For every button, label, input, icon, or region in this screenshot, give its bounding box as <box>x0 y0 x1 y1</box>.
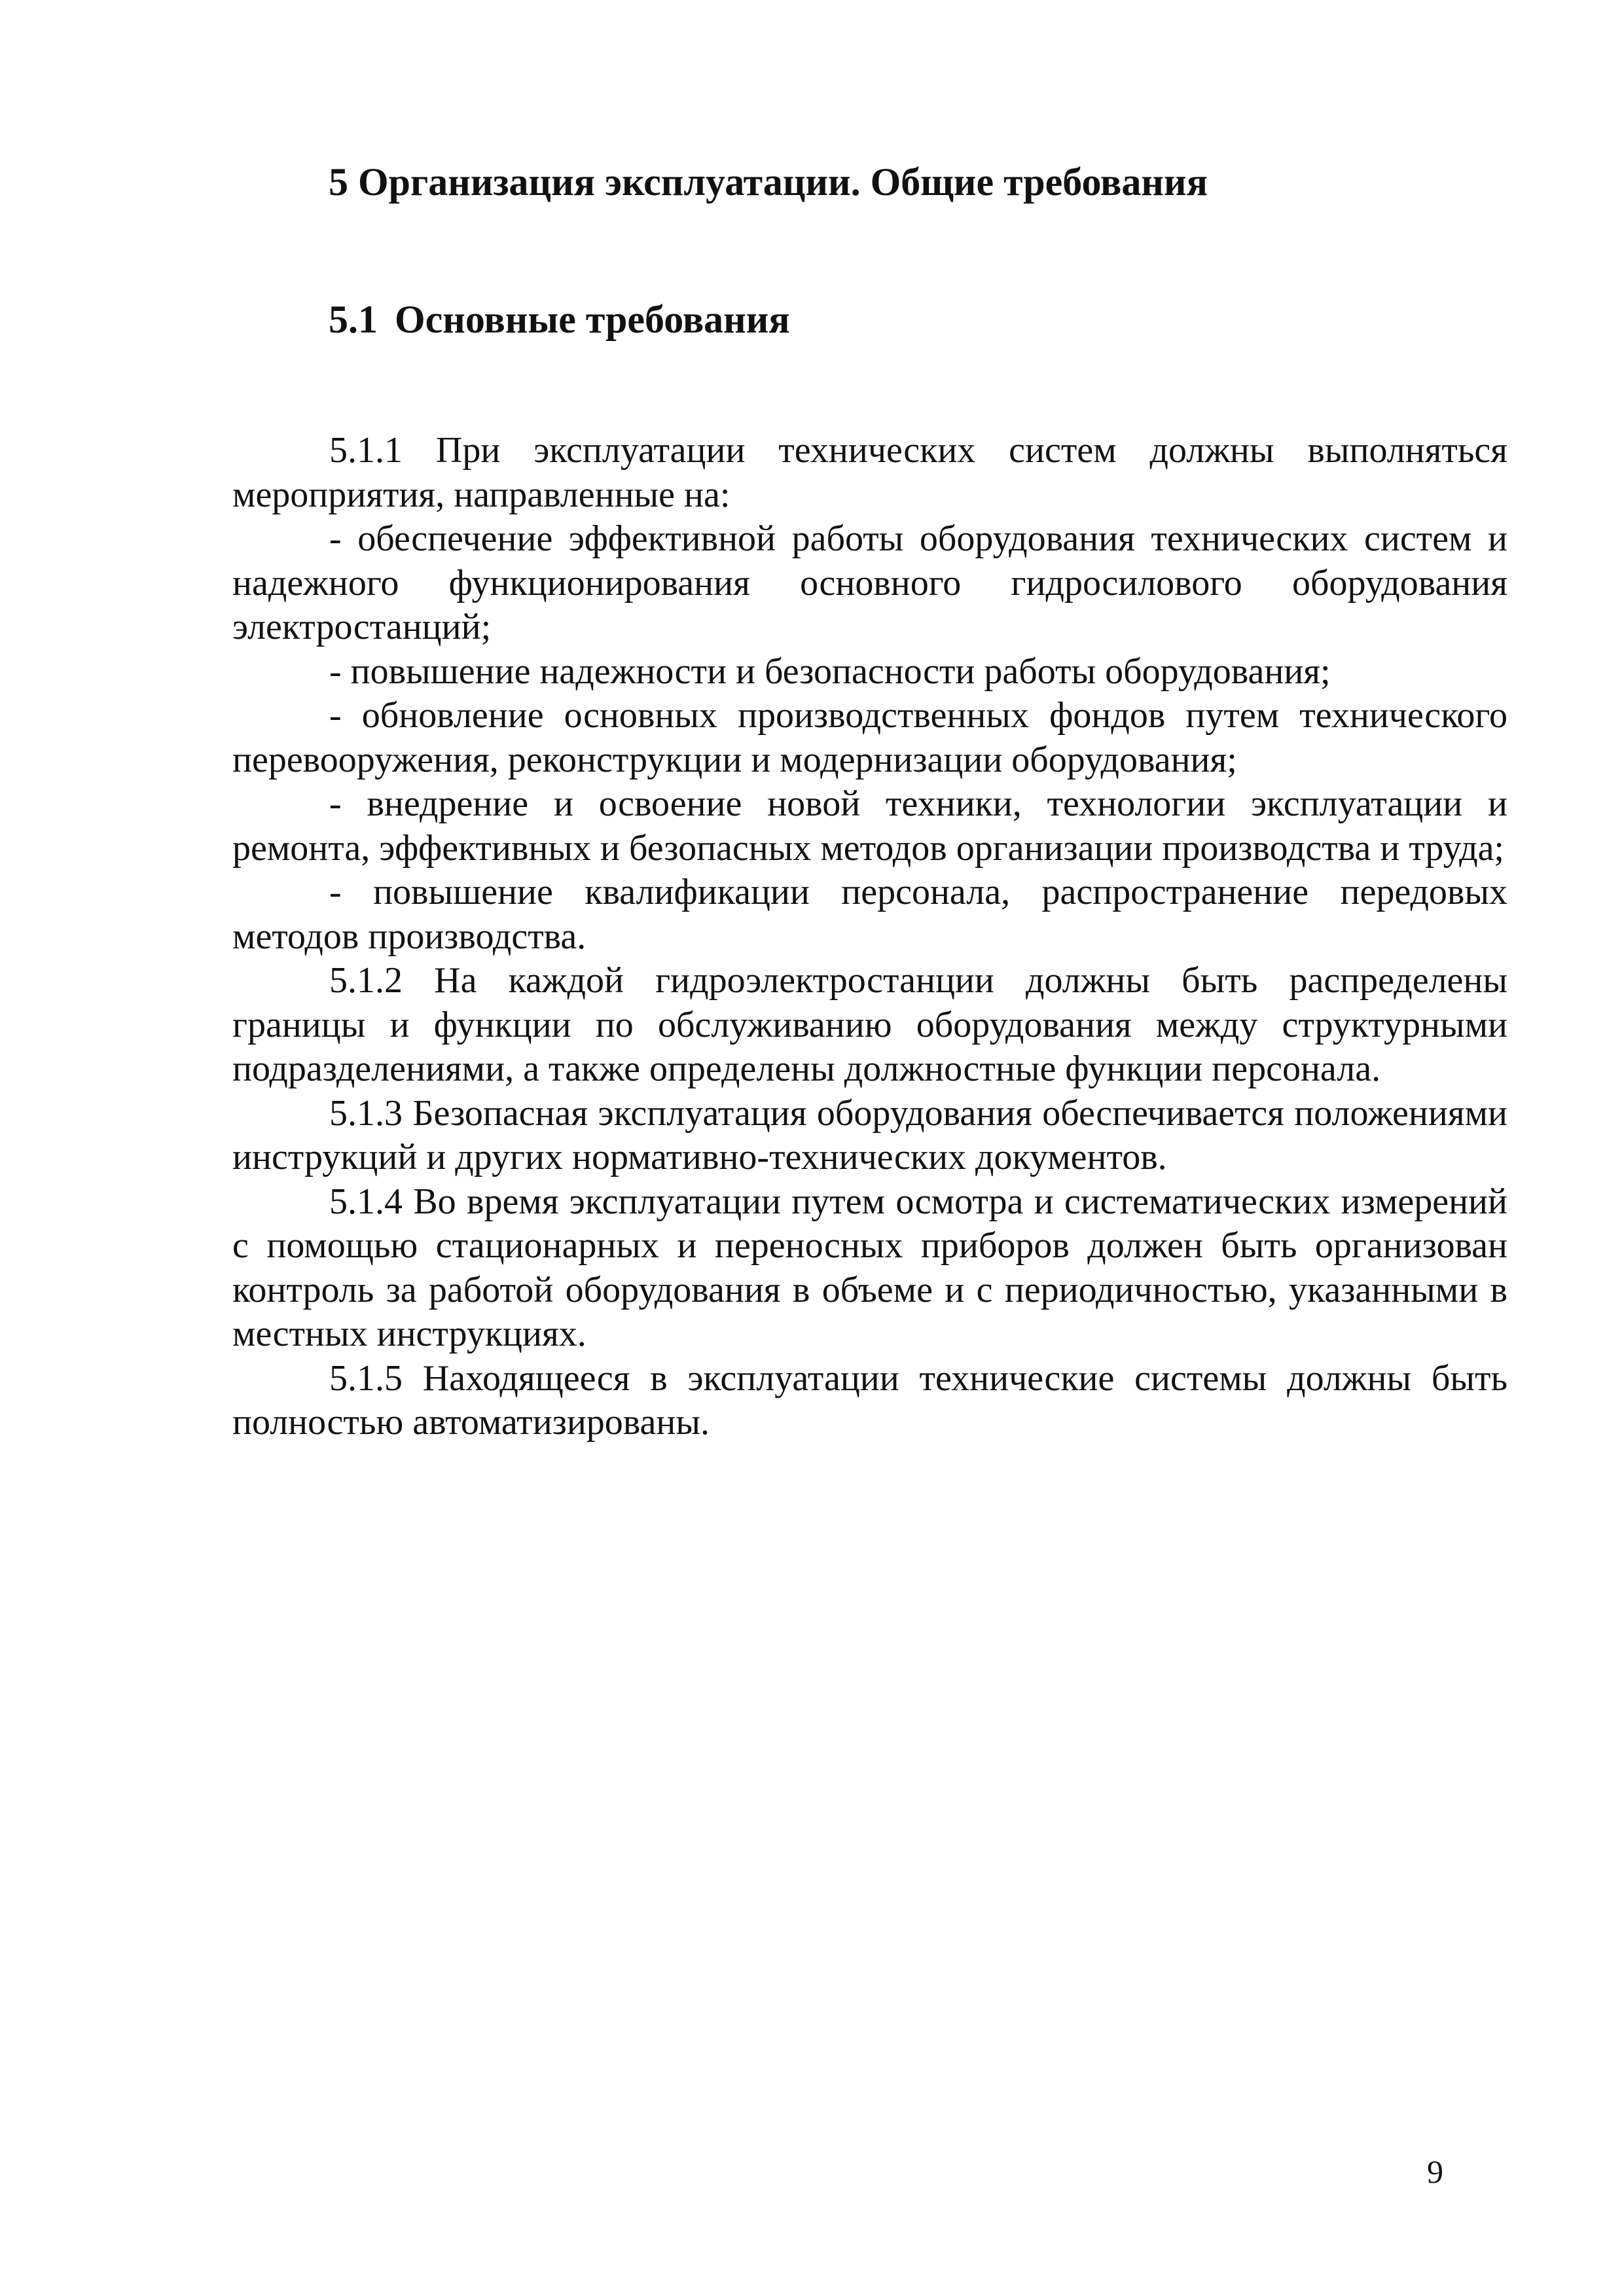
subsection-title: Основные требования <box>395 298 790 341</box>
paragraph-5-1-5: 5.1.5 Находящееся в эксплуатации технические системы должны быть полностью автоматизированы. <box>232 1357 1507 1443</box>
paragraph-5-1-4: 5.1.4 Во время эксплуатации путем осмотра и систематических измерений с помощью стационарных и переносных приборов должен быть организован контроль за работой оборудования в объеме и с периодичностью, указанными в местных инструкциях. <box>232 1181 1507 1354</box>
list-item-qualification: - повышение квалификации персонала, распространение передовых методов производства. <box>232 872 1507 957</box>
paragraph-5-1-3: 5.1.3 Безопасная эксплуатация оборудования обеспечивается положениями инструкций и других нормативно-технических документов. <box>232 1092 1507 1177</box>
subsection-number: 5.1 <box>329 298 378 341</box>
section-heading: 5 Организация эксплуатации. Общие требования <box>329 160 1208 204</box>
subsection-heading <box>329 293 790 346</box>
paragraph-5-1-2: 5.1.2 На каждой гидроэлектростанции должны быть распределены границы и функции по обслуживанию оборудования между структурными подразделениями, а также определены должностные функции персонала. <box>232 960 1507 1089</box>
page-number: 9 <box>1427 2153 1443 2190</box>
list-item-reliability: - повышение надежности и безопасности работы оборудования; <box>329 651 1331 692</box>
list-item-innovation: - внедрение и освоение новой техники, технологии эксплуатации и ремонта, эффективных и безопасных методов организации производства и труда; <box>232 783 1507 869</box>
body-text <box>232 429 1507 1445</box>
list-item-renewal: - обновление основных производственных фондов путем технического перевооружения, реконструкции и модернизации оборудования; <box>232 695 1507 780</box>
list-item-efficiency: - обеспечение эффективной работы оборудования технических систем и надежного функционирования основного гидросилового оборудования электростанций; <box>232 518 1507 647</box>
paragraph-5-1-1: 5.1.1 При эксплуатации технических систем должны выполняться мероприятия, направленные на: <box>232 430 1507 515</box>
